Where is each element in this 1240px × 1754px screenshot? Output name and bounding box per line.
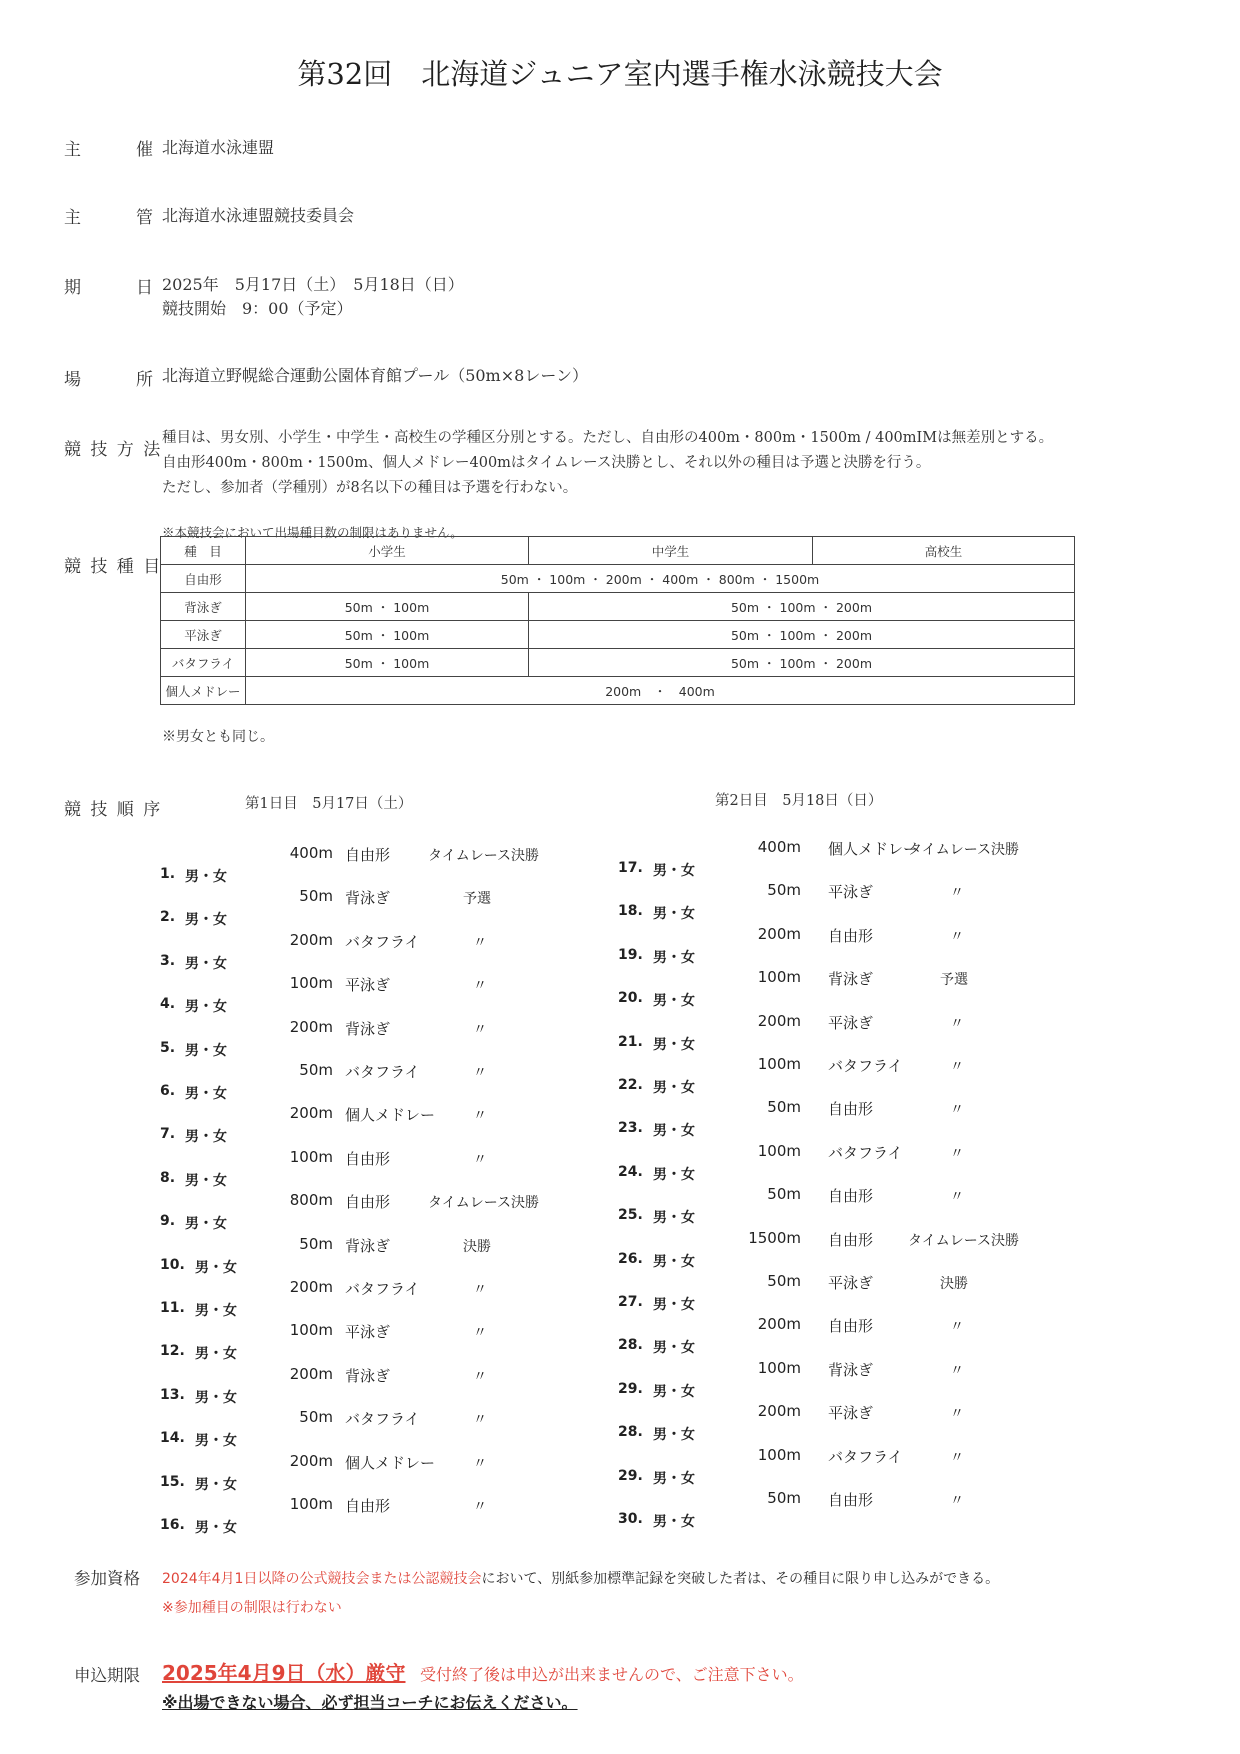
event-stroke: 平泳ぎ [828, 883, 874, 902]
date-value: 2025年 5月17日（土） 5月18日（日） [162, 275, 464, 294]
event-distance: 100m [289, 1147, 333, 1166]
event-number: 7. [160, 1126, 176, 1143]
event-stroke: 自由形 [828, 1187, 874, 1206]
gender-label: 男・女 [653, 993, 695, 1010]
event-distance: 200m [289, 1451, 333, 1470]
events-label: 競 技 種 目 [64, 557, 163, 577]
event-round: 〃 [473, 1368, 487, 1385]
event-distance: 50m [767, 1185, 801, 1204]
event-number: 8. [160, 1169, 176, 1186]
event-distance: 50m [299, 1061, 333, 1079]
gender-label: 男・女 [653, 1427, 695, 1444]
date-label-2: 日 [136, 278, 153, 298]
event-number: 17. [618, 860, 643, 876]
row-distances: 50m ・ 100m ・ 200m ・ 400m ・ 800m ・ 1500m [246, 565, 1075, 593]
gender-label: 男・女 [653, 1253, 695, 1270]
event-distance: 200m [757, 1402, 801, 1421]
qualification-black-text: において、別紙参加標準記録を突破した者は、その種目に限り申し込みができる。 [481, 1571, 1000, 1587]
event-distance: 100m [757, 1445, 801, 1464]
gender-label: 男・女 [195, 1389, 237, 1406]
event-number: 3. [160, 952, 176, 969]
venue-value: 北海道立野幌総合運動公園体育館プール（50m×8レーン） [162, 366, 588, 385]
row-name: 背泳ぎ [161, 593, 246, 621]
event-stroke: 背泳ぎ [345, 889, 391, 908]
organizer-value: 北海道水泳連盟 [162, 138, 275, 157]
gender-label: 男・女 [653, 863, 695, 879]
event-number: 28. [618, 1337, 643, 1354]
header-event: 種 目 [161, 537, 246, 565]
event-number: 13. [160, 1386, 185, 1403]
event-number: 30. [618, 1511, 643, 1527]
event-stroke: 平泳ぎ [345, 976, 391, 995]
gender-label: 男・女 [185, 999, 227, 1016]
organizer-label-2: 催 [136, 140, 153, 160]
event-round: タイムレース決勝 [428, 848, 540, 864]
event-distance: 100m [757, 1141, 801, 1160]
event-stroke: 自由形 [345, 846, 391, 864]
gender-label: 男・女 [653, 1123, 695, 1140]
event-number: 29. [618, 1467, 643, 1484]
event-stroke: 自由形 [828, 1317, 874, 1336]
event-stroke: 自由形 [828, 926, 874, 945]
event-number: 21. [618, 1033, 643, 1050]
event-number: 29. [618, 1380, 643, 1397]
row-distances: 200m ・ 400m [246, 677, 1075, 705]
event-distance: 50m [767, 1098, 801, 1117]
event-distance: 200m [289, 1364, 333, 1383]
qualification-label: 参加資格 [74, 1569, 140, 1588]
event-number: 19. [618, 946, 643, 963]
event-distance: 50m [299, 1408, 333, 1427]
event-distance: 50m [299, 1234, 333, 1253]
event-round: 〃 [950, 1059, 964, 1075]
venue-label-1: 場 [64, 370, 81, 390]
event-round: 〃 [950, 1145, 964, 1162]
event-round: 〃 [950, 1102, 964, 1119]
event-number: 9. [160, 1213, 176, 1230]
method-line-2: 自由形400m・800m・1500m、個人メドレー400mはタイムレース決勝とし、それ以外の種目は予選と決勝を行う。 [162, 455, 931, 471]
event-round: 〃 [473, 1282, 487, 1298]
event-stroke: 自由形 [828, 1230, 874, 1249]
method-line-1: 種目は、男女別、小学生・中学生・高校生の学種区分別とする。ただし、自由形の400m・800m・1500m / 400mIMは無差別とする。 [162, 430, 1054, 446]
event-number: 20. [618, 990, 643, 1007]
event-distance: 100m [757, 1055, 801, 1073]
table-row [161, 621, 1075, 649]
gender-label: 男・女 [185, 1172, 227, 1189]
event-distance: 200m [757, 1011, 801, 1030]
table-row [161, 565, 1075, 593]
gender-label: 男・女 [653, 1036, 695, 1053]
gender-label: 男・女 [653, 1210, 695, 1227]
event-stroke: バタフライ [828, 1143, 903, 1162]
event-round: 〃 [473, 1151, 487, 1168]
gender-label: 男・女 [195, 1303, 237, 1319]
event-round: 〃 [950, 885, 964, 902]
gender-label: 男・女 [185, 1086, 227, 1102]
event-stroke: バタフライ [345, 1410, 420, 1429]
row-name: 個人メドレー [161, 677, 246, 705]
row-elementary: 50m ・ 100m [246, 621, 529, 649]
gender-label: 男・女 [653, 1514, 695, 1530]
gender-label: 男・女 [195, 1346, 237, 1363]
event-distance: 800m [289, 1191, 333, 1210]
event-stroke: バタフライ [345, 1063, 420, 1081]
event-distance: 200m [757, 1315, 801, 1334]
event-number: 27. [618, 1294, 643, 1310]
gender-label: 男・女 [653, 1470, 695, 1487]
event-round: 〃 [473, 1412, 487, 1429]
date-label-1: 期 [64, 278, 81, 298]
event-stroke: 背泳ぎ [828, 970, 874, 989]
event-stroke: 自由形 [828, 1100, 874, 1119]
event-round: タイムレース決勝 [908, 842, 1020, 858]
event-stroke: 自由形 [828, 1491, 874, 1509]
gender-label: 男・女 [653, 1080, 695, 1096]
gender-label: 男・女 [185, 1042, 227, 1059]
venue-label-2: 所 [136, 370, 153, 390]
event-stroke: バタフライ [828, 1057, 903, 1075]
event-stroke: 背泳ぎ [828, 1360, 874, 1379]
event-stroke: 背泳ぎ [345, 1019, 391, 1038]
event-distance: 1500m [748, 1228, 801, 1247]
event-stroke: 個人メドレー [828, 840, 919, 858]
event-number: 5. [160, 1039, 176, 1056]
event-number: 15. [160, 1473, 185, 1490]
deadline-label: 申込期限 [74, 1666, 140, 1685]
event-round: 〃 [473, 978, 487, 995]
management-value: 北海道水泳連盟競技委員会 [162, 206, 355, 225]
event-distance: 100m [289, 1321, 333, 1340]
event-distance: 200m [289, 1278, 333, 1296]
event-number: 2. [160, 909, 176, 926]
event-distance: 200m [757, 924, 801, 943]
event-round: 〃 [950, 1406, 964, 1423]
event-round: 〃 [950, 1189, 964, 1206]
header-high-school: 高校生 [813, 537, 1075, 565]
event-stroke: バタフライ [345, 1280, 420, 1298]
event-number: 28. [618, 1424, 643, 1441]
event-stroke: 平泳ぎ [828, 1404, 874, 1423]
event-round: 〃 [473, 1065, 487, 1081]
event-number: 23. [618, 1120, 643, 1137]
gender-label: 男・女 [653, 1166, 695, 1183]
event-distance: 400m [757, 838, 801, 856]
day1-header: 第1日目 5月17日（土） [245, 796, 413, 812]
row-upper: 50m ・ 100m ・ 200m [529, 649, 1075, 677]
gender-label: 男・女 [185, 955, 227, 972]
header-elementary: 小学生 [246, 537, 529, 565]
event-distance: 100m [289, 1495, 333, 1513]
event-distance: 100m [757, 1358, 801, 1377]
gender-label: 男・女 [185, 1129, 227, 1146]
event-stroke: 平泳ぎ [828, 1013, 874, 1032]
event-round: 〃 [950, 1362, 964, 1379]
event-stroke: 平泳ぎ [828, 1274, 874, 1292]
method-line-3: ただし、参加者（学種別）が8名以下の種目は予選を行わない。 [162, 480, 578, 496]
event-distance: 50m [767, 1272, 801, 1290]
event-round: 〃 [950, 1493, 964, 1509]
event-round: 〃 [473, 1325, 487, 1342]
deadline-line-2: ※出場できない場合、必ず担当コーチにお伝えください。 [162, 1693, 578, 1712]
event-round: 〃 [950, 1319, 964, 1336]
event-round: 決勝 [463, 1238, 491, 1255]
gender-label: 男・女 [195, 1433, 237, 1450]
header-junior-high: 中学生 [529, 537, 813, 565]
event-number: 16. [160, 1517, 185, 1533]
event-stroke: 背泳ぎ [345, 1366, 391, 1385]
gender-label: 男・女 [185, 869, 227, 885]
event-number: 10. [160, 1256, 185, 1273]
event-round: 〃 [473, 1021, 487, 1038]
event-round: 〃 [473, 934, 487, 951]
event-number: 11. [160, 1300, 185, 1316]
qualification-text [162, 1568, 999, 1588]
event-round: タイムレース決勝 [428, 1195, 540, 1212]
event-distance: 200m [289, 930, 333, 949]
event-stroke: 自由形 [345, 1497, 391, 1515]
event-number: 24. [618, 1163, 643, 1180]
event-round: 決勝 [940, 1276, 968, 1292]
event-round: 〃 [473, 1455, 487, 1472]
events-table [160, 536, 1075, 705]
gender-label: 男・女 [653, 1297, 695, 1313]
event-distance: 50m [767, 881, 801, 900]
event-number: 6. [160, 1083, 176, 1099]
deadline-date: 2025年4月9日（水）厳守 [162, 1661, 406, 1685]
event-number: 12. [160, 1343, 185, 1360]
event-stroke: 自由形 [345, 1193, 391, 1212]
gender-label: 男・女 [195, 1259, 237, 1276]
table-row [161, 649, 1075, 677]
event-round: 〃 [950, 1015, 964, 1032]
event-number: 22. [618, 1077, 643, 1093]
event-stroke: バタフライ [345, 932, 420, 951]
gender-label: 男・女 [195, 1520, 237, 1536]
event-round: 予選 [463, 891, 491, 908]
gender-label: 男・女 [185, 1216, 227, 1233]
gender-label: 男・女 [653, 1340, 695, 1357]
management-label-1: 主 [64, 208, 81, 228]
gender-label: 男・女 [653, 1383, 695, 1400]
qualification-note: ※参加種目の制限は行わない [162, 1600, 342, 1616]
event-round: 〃 [473, 1108, 487, 1125]
event-number: 18. [618, 903, 643, 920]
day2-header: 第2日目 5月18日（日） [715, 793, 883, 809]
event-stroke: 個人メドレー [345, 1106, 436, 1125]
event-distance: 200m [289, 1104, 333, 1123]
table-row [161, 677, 1075, 705]
row-name: バタフライ [161, 649, 246, 677]
events-note-top: ※本競技会において出場種目数の制限はありません。 [162, 525, 463, 540]
event-distance: 100m [289, 974, 333, 993]
order-label: 競 技 順 序 [64, 800, 163, 820]
event-round: 予選 [940, 972, 968, 989]
event-distance: 400m [289, 844, 333, 862]
start-time: 競技開始 9：00（予定） [162, 299, 353, 318]
event-distance: 100m [757, 968, 801, 987]
event-number: 14. [160, 1430, 185, 1447]
event-stroke: バタフライ [828, 1447, 903, 1466]
event-stroke: 平泳ぎ [345, 1323, 391, 1342]
gender-label: 男・女 [195, 1476, 237, 1493]
row-elementary: 50m ・ 100m [246, 649, 529, 677]
gender-label: 男・女 [185, 912, 227, 929]
method-label: 競 技 方 法 [64, 440, 163, 460]
row-name: 自由形 [161, 565, 246, 593]
events-table-header [161, 537, 1075, 565]
event-number: 4. [160, 996, 176, 1013]
gender-label: 男・女 [653, 949, 695, 966]
table-row [161, 593, 1075, 621]
gender-label: 男・女 [653, 906, 695, 923]
event-round: 〃 [950, 928, 964, 945]
event-distance: 200m [289, 1017, 333, 1036]
event-distance: 50m [767, 1489, 801, 1507]
events-note-bottom: ※男女とも同じ。 [162, 729, 274, 745]
event-number: 25. [618, 1207, 643, 1224]
row-upper: 50m ・ 100m ・ 200m [529, 593, 1075, 621]
event-round: 〃 [473, 1499, 487, 1515]
event-stroke: 個人メドレー [345, 1453, 436, 1472]
qualification-red-text: 2024年4月1日以降の公式競技会または公認競技会 [162, 1571, 482, 1587]
event-stroke: 背泳ぎ [345, 1236, 391, 1255]
organizer-label-1: 主 [64, 140, 81, 160]
management-label-2: 管 [136, 208, 153, 228]
row-elementary: 50m ・ 100m [246, 593, 529, 621]
event-number: 1. [160, 866, 176, 882]
page-title: 第32回 北海道ジュニア室内選手権水泳競技大会 [297, 57, 943, 91]
event-round: 〃 [950, 1449, 964, 1466]
event-number: 26. [618, 1250, 643, 1267]
event-round: タイムレース決勝 [908, 1232, 1020, 1249]
event-distance: 50m [299, 887, 333, 906]
event-stroke: 自由形 [345, 1149, 391, 1168]
deadline-note: 受付終了後は申込が出来ませんので、ご注意下さい。 [420, 1665, 804, 1684]
row-upper: 50m ・ 100m ・ 200m [529, 621, 1075, 649]
row-name: 平泳ぎ [161, 621, 246, 649]
